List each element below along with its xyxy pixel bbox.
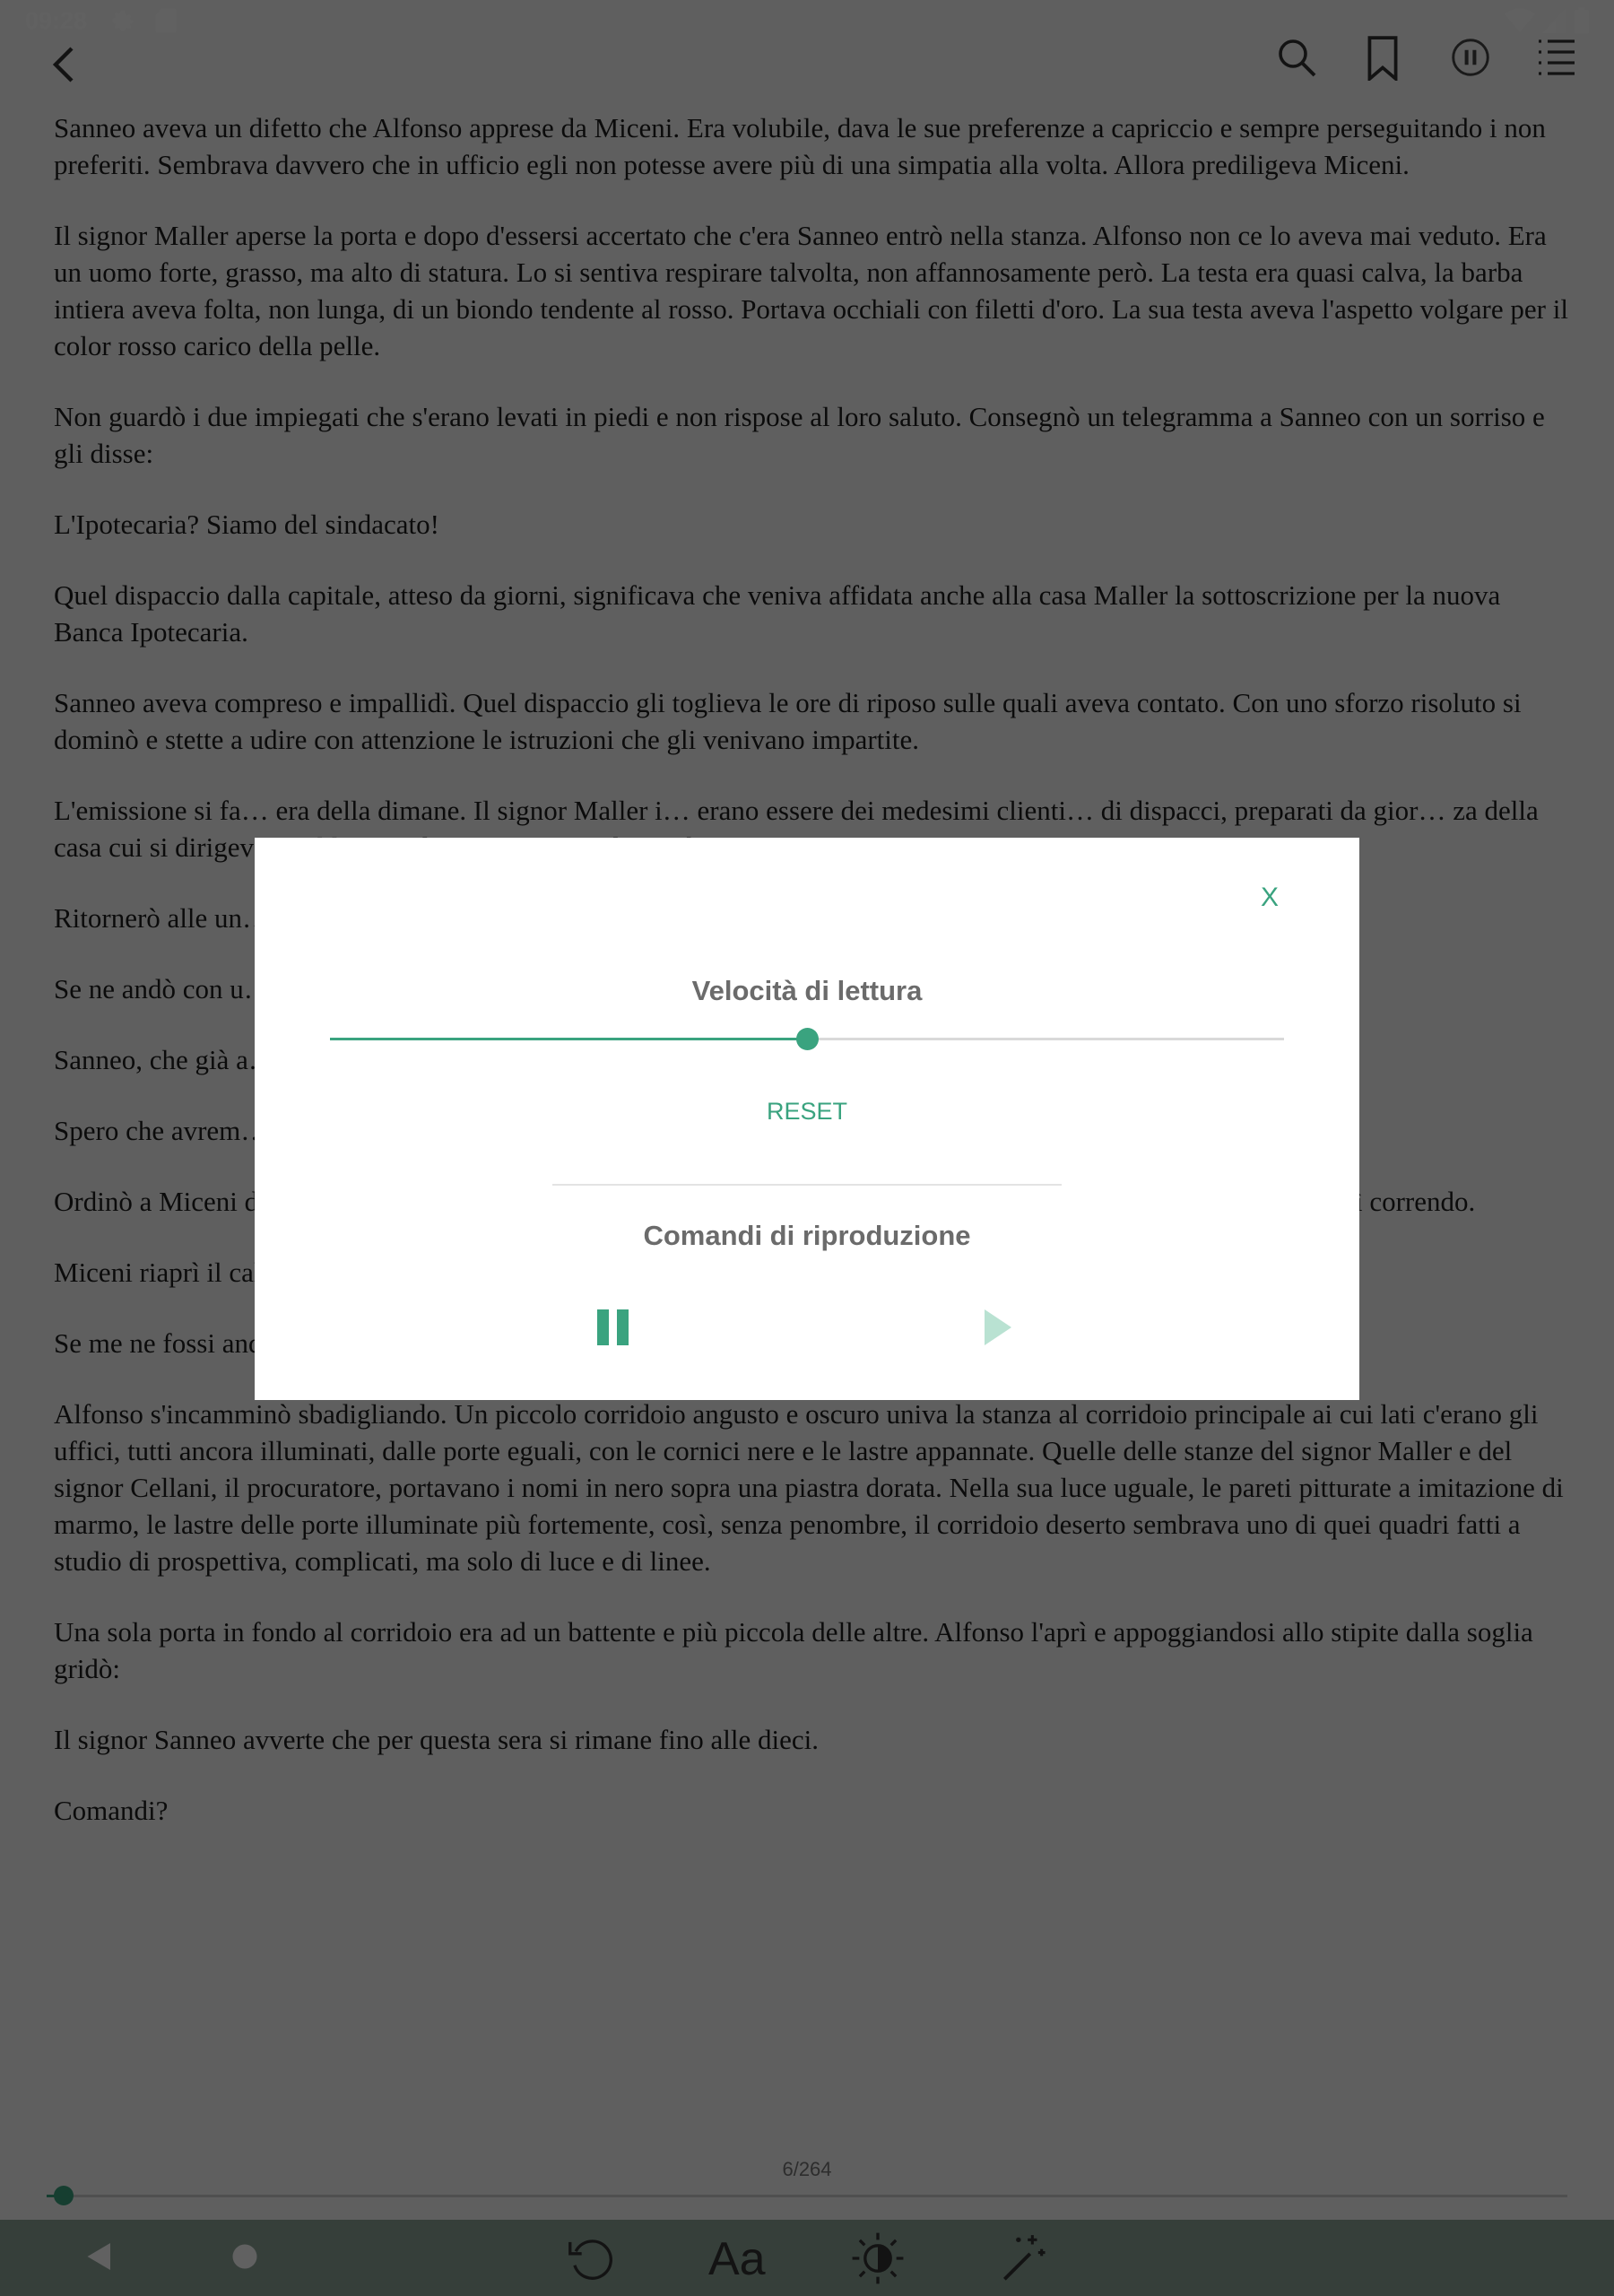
play-icon[interactable] bbox=[983, 1309, 1013, 1350]
controls-title: Comandi di riproduzione bbox=[643, 1220, 971, 1251]
divider bbox=[552, 1184, 1062, 1186]
pause-icon[interactable] bbox=[597, 1309, 631, 1350]
speed-slider[interactable] bbox=[330, 1038, 1284, 1040]
speed-title: Velocità di lettura bbox=[691, 975, 923, 1006]
reading-speed-dialog bbox=[255, 838, 1359, 1400]
speed-slider-thumb[interactable] bbox=[796, 1028, 819, 1050]
reset-button[interactable]: RESET bbox=[766, 1098, 848, 1125]
speed-slider-fill bbox=[330, 1038, 807, 1040]
close-button[interactable]: X bbox=[1260, 883, 1279, 912]
